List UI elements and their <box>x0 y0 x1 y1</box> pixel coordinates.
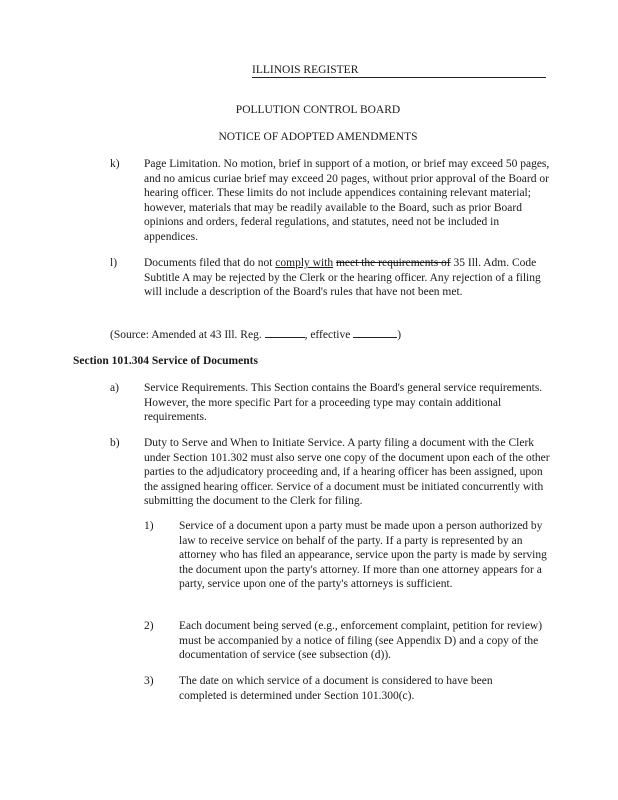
volume-blank <box>265 327 305 338</box>
item-k-label: k) <box>110 158 120 170</box>
item-l-text: Documents filed that do not comply with meet the requirements of 35 Ill. Adm. Code Subtitle A may be rejected by the Clerk or the hearing officer. Any rejection of a filing will include a description of the Board's rules that have not been met. <box>144 257 541 299</box>
board-name: POLLUTION CONTROL BOARD <box>235 104 401 116</box>
item-b-label: b) <box>110 437 120 449</box>
item-b3-label: 3) <box>144 675 154 687</box>
item-a-text: Service Requirements. This Section contains the Board's general service requirements. However, the more specific Part for a proceeding type may contain additional requirements. <box>144 382 543 424</box>
register-title-rule <box>252 77 546 78</box>
item-k-text: Page Limitation. No motion, brief in support of a motion, or brief may exceed 50 pages, and no amicus curiae brief may exceed 20 pages, without prior approval of the Board or hearing officer. These limits do not include appendices containing relevant material; however, materials that may be readily available to the Board, such as prior Board opinions and orders, federal regulations, and statutes, need not be included in appendices. <box>144 158 550 243</box>
item-b2-label: 2) <box>144 620 154 632</box>
deleted-text: meet the requirements of <box>335 257 451 269</box>
item-a-label: a) <box>110 382 119 394</box>
item-b1-label: 1) <box>144 520 154 532</box>
source-note: (Source: Amended at 43 Ill. Reg. , effective ) <box>110 329 402 341</box>
inserted-text: comply with <box>275 257 334 269</box>
item-b3-text: The date on which service of a document is considered to have been completed is determined under Section 101.300(c). <box>179 675 493 702</box>
register-title: ILLINOIS REGISTER <box>252 64 359 76</box>
item-b-text: Duty to Serve and When to Initiate Service. A party filing a document with the Clerk under Section 101.302 must also serve one copy of the document upon each of the other parties to the adjudicatory proceeding and, if a hearing officer has been assigned, upon the assigned hearing officer. Service of a document must be initiated concurrently with submitting the document to the Clerk for filing. <box>144 437 550 508</box>
section-heading: Section 101.304 Service of Documents <box>73 355 258 367</box>
item-b1-text: Service of a document upon a party must be made upon a person authorized by law to receive service on behalf of the party. If a party is represented by an attorney who has filed an appearance, service upon the party is made by serving the document upon the party's attorney. If more than one attorney appears for a party, service upon one of the party's attorneys is sufficient. <box>179 520 547 591</box>
item-b2-text: Each document being served (e.g., enforcement complaint, petition for review) must be accompanied by a notice of filing (see Appendix D) and a copy of the documentation of service (see subsection (d)). <box>179 620 543 662</box>
item-l-label: l) <box>110 257 118 269</box>
notice-title: NOTICE OF ADOPTED AMENDMENTS <box>218 131 418 143</box>
date-blank <box>353 327 397 338</box>
